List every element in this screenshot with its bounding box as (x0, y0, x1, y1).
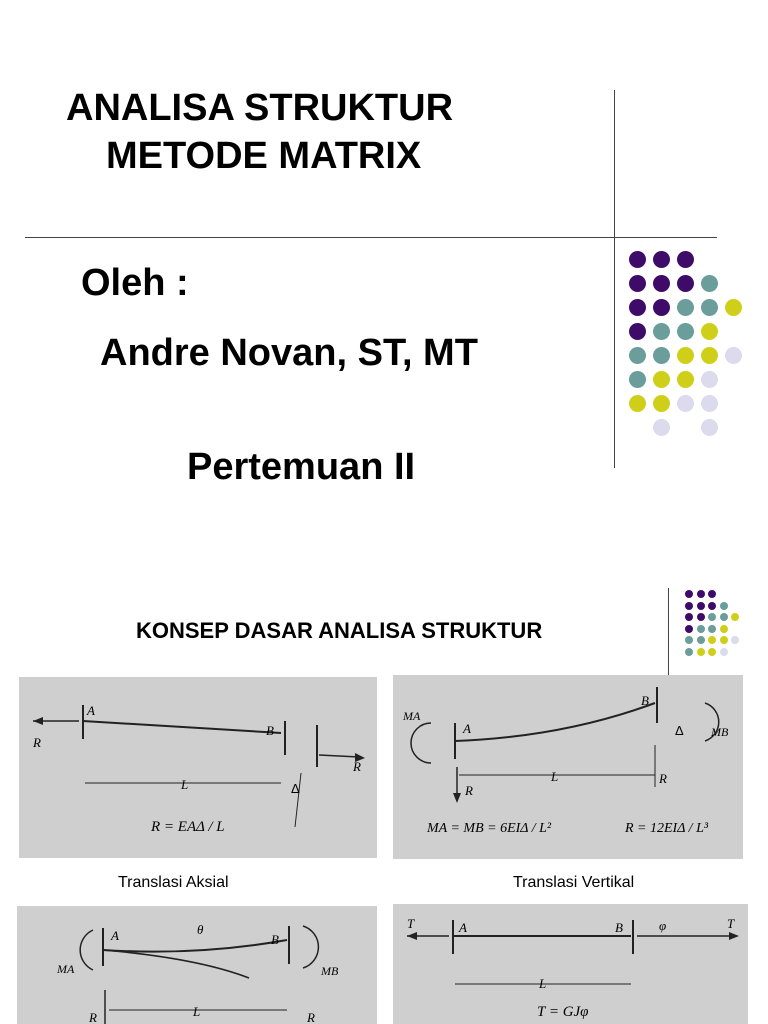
decorative-dot (677, 371, 694, 388)
decorative-dot (725, 347, 742, 364)
decorative-dot (701, 395, 718, 412)
decorative-dot (701, 275, 718, 292)
fig1-label-delta: Δ (291, 781, 300, 796)
fig2-formula-moment: MA = MB = 6EIΔ / L² (427, 821, 552, 836)
fig1-label-a: A (87, 703, 95, 718)
decorative-dot (697, 602, 705, 610)
decorative-dot (720, 613, 728, 621)
vertical-divider-small (668, 588, 669, 684)
figure-vertical-translation (393, 675, 743, 859)
fig2-label-r-left: R (465, 783, 473, 798)
fig4-label-t-left: T (407, 916, 415, 931)
fig4-label-b: B (615, 920, 623, 935)
decorative-dot (677, 395, 694, 412)
section-title: KONSEP DASAR ANALISA STRUKTUR (136, 618, 543, 643)
slide-title-line1: ANALISA STRUKTUR (66, 87, 454, 129)
decorative-dot (629, 251, 646, 268)
horizontal-divider (25, 237, 717, 238)
fig3-label-ma: MA (57, 962, 75, 976)
decorative-dot (708, 648, 716, 656)
decorative-dot (677, 347, 694, 364)
fig1-label-r-left: R (33, 735, 41, 750)
figure-axial-translation (19, 677, 377, 858)
decorative-dot (677, 299, 694, 316)
fig3-label-r-left: R (89, 1010, 97, 1024)
decorative-dot (701, 419, 718, 436)
decorative-dot (708, 613, 716, 621)
fig3-label-theta: θ (197, 922, 204, 937)
fig1-label-r-right: R (353, 759, 361, 774)
decorative-dot (685, 636, 693, 644)
caption-axial-translation: Translasi Aksial (118, 874, 229, 891)
fig1-label-l: L (181, 777, 189, 792)
decorative-dot (629, 395, 646, 412)
decorative-dot (708, 602, 716, 610)
decorative-dot (697, 590, 705, 598)
decorative-dot (731, 613, 739, 621)
decorative-dot (685, 613, 693, 621)
decorative-dot (629, 371, 646, 388)
fig2-label-b: B (641, 693, 649, 708)
fig1-label-b: B (266, 723, 274, 738)
figure-rotation (17, 906, 377, 1024)
decorative-dot (653, 251, 670, 268)
decorative-dot (720, 636, 728, 644)
decorative-dot (701, 323, 718, 340)
slide-title-line2: METODE MATRIX (106, 135, 422, 177)
author-name: Andre Novan, ST, MT (100, 332, 478, 374)
decorative-dot (653, 371, 670, 388)
fig1-formula: R = EAΔ / L (151, 819, 225, 835)
caption-vertical-translation: Translasi Vertikal (513, 874, 635, 891)
decorative-dot (653, 299, 670, 316)
fig2-formula-reaction: R = 12EIΔ / L³ (625, 821, 709, 836)
fig4-formula: T = GJφ (537, 1004, 589, 1020)
fig4-label-t-right: T (727, 916, 735, 931)
decorative-dot (701, 347, 718, 364)
decorative-dot (708, 590, 716, 598)
fig3-label-mb: MB (321, 964, 339, 978)
decorative-dot (629, 275, 646, 292)
decorative-dot (697, 636, 705, 644)
fig2-label-r-right: R (659, 771, 667, 786)
fig3-label-r-right: R (307, 1010, 315, 1024)
decorative-dot (697, 625, 705, 633)
fig4-label-a: A (459, 920, 467, 935)
decorative-dot (677, 275, 694, 292)
decorative-dot (629, 323, 646, 340)
fig3-label-l: L (193, 1004, 201, 1019)
decorative-dot (629, 299, 646, 316)
decorative-dot (677, 323, 694, 340)
decorative-dot (720, 602, 728, 610)
vertical-divider (614, 90, 615, 468)
meeting-number: Pertemuan II (187, 446, 416, 488)
decorative-dot (685, 648, 693, 656)
decorative-dot (697, 648, 705, 656)
decorative-dot (685, 590, 693, 598)
by-label: Oleh : (81, 262, 189, 304)
fig2-label-delta: Δ (675, 723, 684, 738)
fig2-label-mb: MB (711, 725, 729, 739)
decorative-dot (731, 636, 739, 644)
decorative-dot (701, 299, 718, 316)
figure-torsion (393, 904, 748, 1024)
fig2-label-l: L (551, 769, 559, 784)
decorative-dot (653, 347, 670, 364)
fig3-label-a: A (111, 928, 119, 943)
decorative-dot (708, 625, 716, 633)
decorative-dot (629, 347, 646, 364)
decorative-dot (701, 371, 718, 388)
fig2-label-ma: MA (403, 709, 421, 723)
decorative-dot (653, 419, 670, 436)
decorative-dot (685, 602, 693, 610)
fig4-label-phi: φ (659, 918, 667, 933)
fig2-label-a: A (463, 721, 471, 736)
fig3-label-b: B (271, 932, 279, 947)
decorative-dot (677, 251, 694, 268)
decorative-dot (720, 625, 728, 633)
decorative-dot (653, 395, 670, 412)
fig4-label-l: L (539, 976, 547, 991)
decorative-dot (653, 275, 670, 292)
decorative-dot (720, 648, 728, 656)
decorative-dot (725, 299, 742, 316)
decorative-dot (653, 323, 670, 340)
decorative-dot (708, 636, 716, 644)
decorative-dot (697, 613, 705, 621)
decorative-dot (685, 625, 693, 633)
